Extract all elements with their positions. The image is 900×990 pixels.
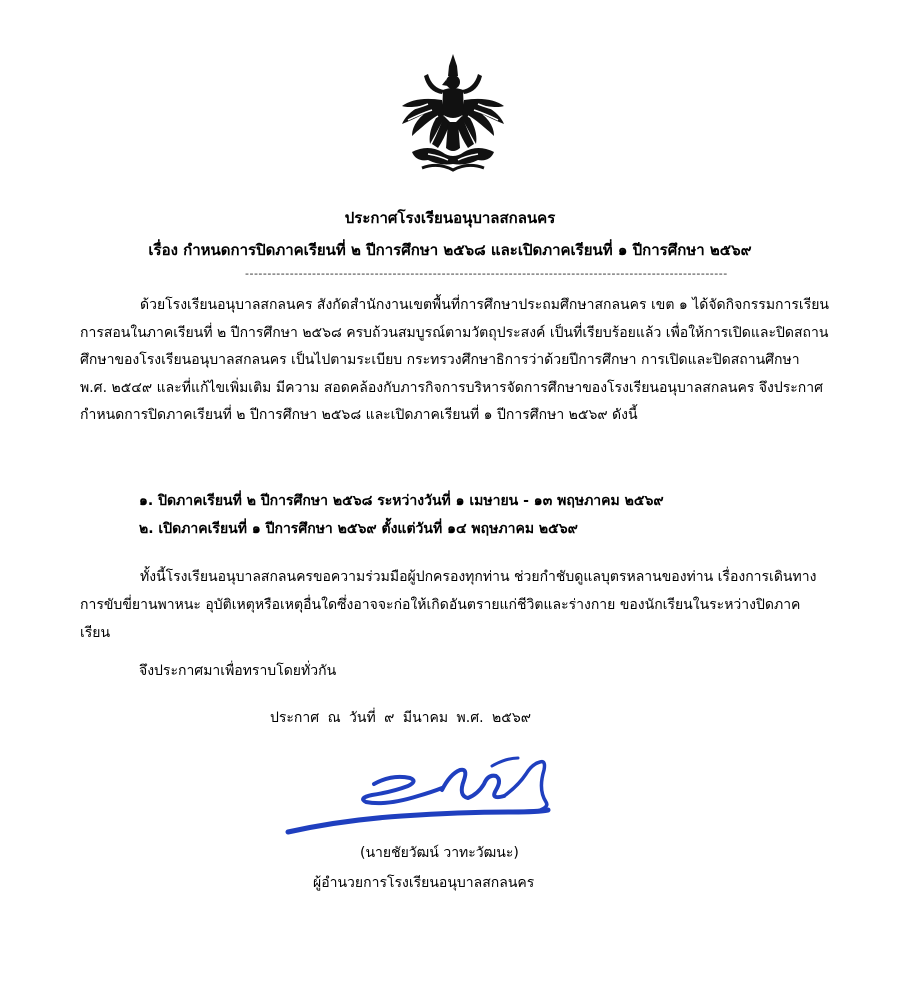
announcement-date: ประกาศ ณ วันที่ ๙ มีนาคม พ.ศ. ๒๕๖๙ — [270, 710, 531, 726]
announcement-title: ประกาศโรงเรียนอนุบาลสกลนคร — [344, 209, 556, 227]
body-paragraph-2: ทั้งนี้โรงเรียนอนุบาลสกลนครขอความร่วมมือผู้ปกครองทุกท่าน ช่วยกำชับดูแลบุตรหลานของท่าน เรื่องการเดินทาง การขับขี่ยานพาหนะ อุบัติเหตุหรือเหตุอื่นใดซึ่งอาจจะก่อให้เกิดอันตรายแก่ชีวิตและร่างกาย ของนักเรียนในระหว่างปิดภาคเรียน — [80, 569, 817, 641]
signer-name: (นายชัยวัฒน์ วาทะวัฒนะ) — [360, 845, 519, 861]
title-divider: ------------------------------------------------------------------------------------------------------------ — [245, 267, 728, 280]
schedule-item-close: ๑. ปิดภาคเรียนที่ ๒ ปีการศึกษา ๒๕๖๘ ระหว่างวันที่ ๑ เมษายน - ๑๓ พฤษภาคม ๒๕๖๙ — [139, 493, 664, 509]
announcement-subject: เรื่อง กำหนดการปิดภาคเรียนที่ ๒ ปีการศึกษา ๒๕๖๘ และเปิดภาคเรียนที่ ๑ ปีการศึกษา ๒๕๖๙ — [148, 241, 752, 259]
garuda-emblem-icon — [398, 52, 508, 174]
signer-position: ผู้อำนวยการโรงเรียนอนุบาลสกลนคร — [313, 875, 535, 891]
body-paragraph-1: ด้วยโรงเรียนอนุบาลสกลนคร สังกัดสำนักงานเขตพื้นที่การศึกษาประถมศึกษาสกลนคร เขต ๑ ได้จัดกิจกรรมการเรียนการสอนในภาคเรียนที่ ๒ ปีการศึกษา ๒๕๖๘ ครบถ้วนสมบูรณ์ตามวัตถุประสงค์ เป็นที่เรียบร้อยแล้ว เพื่อให้การเปิดและปิดสถานศึกษาของโรงเรียนอนุบาลสกลนคร เป็นไปตามระเบียบ กระทรวงศึกษาธิการว่าด้วยปีการศึกษา การเปิดและปิดสถานศึกษา พ.ศ. ๒๕๔๙ และที่แก้ไขเพิ่มเติม มีความ สอดคล้องกับภารกิจการบริหารจัดการศึกษาของโรงเรียนอนุบาลสกลนคร จึงประกาศกำหนดการปิดภาคเรียนที่ ๒ ปีการศึกษา ๒๕๖๘ และเปิดภาคเรียนที่ ๑ ปีการศึกษา ๒๕๖๙ ดังนี้ — [80, 297, 829, 423]
schedule-item-open: ๒. เปิดภาคเรียนที่ ๑ ปีการศึกษา ๒๕๖๙ ตั้งแต่วันที่ ๑๔ พฤษภาคม ๒๕๖๙ — [139, 521, 578, 537]
closing-line: จึงประกาศมาเพื่อทราบโดยทั่วกัน — [139, 663, 337, 679]
signature-icon — [282, 750, 567, 840]
